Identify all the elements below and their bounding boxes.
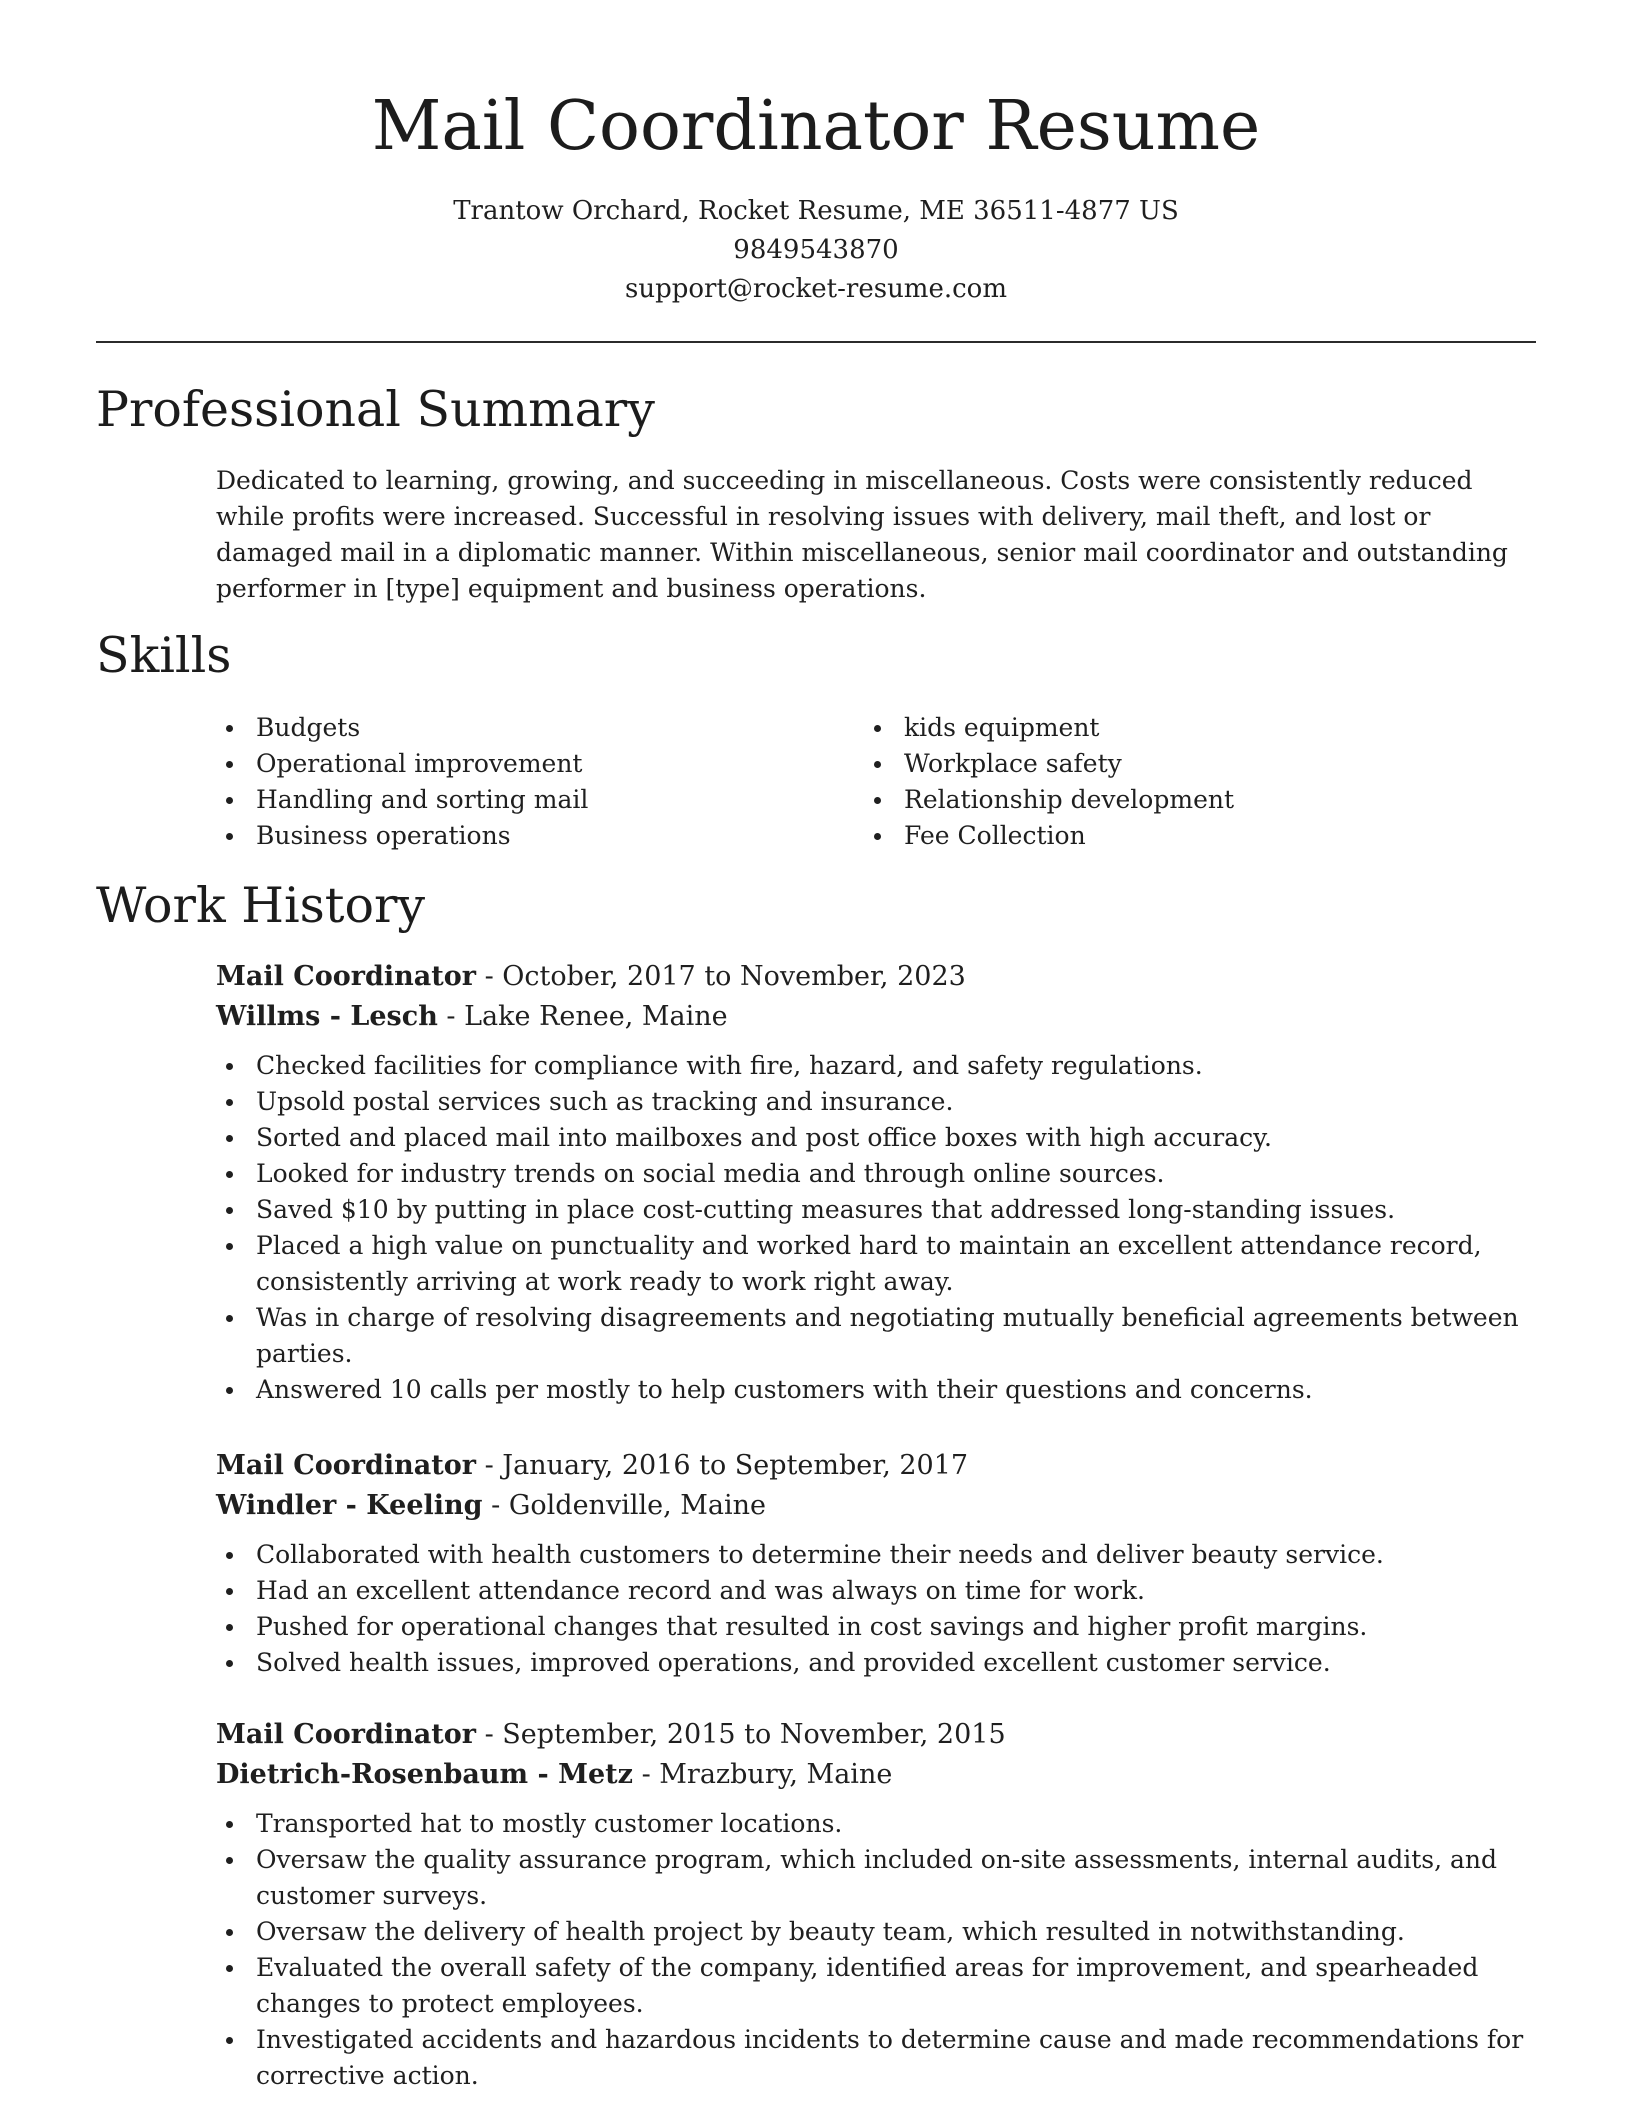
job-bullets — [212, 1806, 1552, 2094]
job-bullet: Evaluated the overall safety of the company, identified areas for improvement, and spearheaded changes to protect employees. — [212, 1950, 1552, 2022]
skills-heading: Skills — [96, 627, 232, 684]
job-bullet: Had an excellent attendance record and was always on time for work. — [212, 1573, 1552, 1609]
job-bullet: Upsold postal services such as tracking and insurance. — [212, 1084, 1552, 1120]
skill-item: Handling and sorting mail — [212, 782, 812, 818]
job-dates: - January, 2016 to September, 2017 — [476, 1450, 969, 1481]
job-bullet: Looked for industry trends on social media and through online sources. — [212, 1156, 1552, 1192]
job-bullet: Placed a high value on punctuality and worked hard to maintain an excellent attendance record, consistently arriving at work ready to work right away. — [212, 1228, 1552, 1300]
job-company: Dietrich-Rosenbaum - Metz — [216, 1759, 633, 1790]
job-location: - Lake Renee, Maine — [437, 1001, 728, 1032]
job-bullet: Pushed for operational changes that resulted in cost savings and higher profit margins. — [212, 1609, 1552, 1645]
job-bullet: Investigated accidents and hazardous incidents to determine cause and made recommendations for corrective action. — [212, 2022, 1552, 2094]
job-title-line — [216, 1715, 1546, 1755]
job-bullet: Saved $10 by putting in place cost-cutting measures that addressed long-standing issues. — [212, 1192, 1552, 1228]
job-location: - Mrazbury, Maine — [632, 1759, 893, 1790]
contact-phone: 9849543870 — [733, 235, 899, 265]
job-title: Mail Coordinator — [216, 961, 476, 992]
skills-list-right — [860, 710, 1460, 854]
skill-item: Relationship development — [860, 782, 1460, 818]
job-bullet: Solved health issues, improved operations, and provided excellent customer service. — [212, 1645, 1552, 1681]
job-dates: - October, 2017 to November, 2023 — [476, 961, 966, 992]
skill-item: Workplace safety — [860, 746, 1460, 782]
job-bullet: Checked facilities for compliance with fire, hazard, and safety regulations. — [212, 1048, 1552, 1084]
job-location: - Goldenville, Maine — [482, 1490, 766, 1521]
skill-item: Operational improvement — [212, 746, 812, 782]
job-company-line — [216, 1486, 1546, 1526]
skill-item: kids equipment — [860, 710, 1460, 746]
job-bullet: Collaborated with health customers to determine their needs and deliver beauty service. — [212, 1537, 1552, 1573]
job-bullet: Sorted and placed mail into mailboxes and post office boxes with high accuracy. — [212, 1120, 1552, 1156]
contact-info — [0, 192, 1632, 309]
job-bullet: Transported hat to mostly customer locations. — [212, 1806, 1552, 1842]
work-history-heading: Work History — [96, 877, 426, 934]
skill-item: Fee Collection — [860, 818, 1460, 854]
job-company: Willms - Lesch — [216, 1001, 438, 1032]
summary-text: Dedicated to learning, growing, and succeeding in miscellaneous. Costs were consistently reduced while profits were increased. Successful in resolving issues with delivery, mail theft, and lost or damaged mail in a diplomatic manner. Within miscellaneous, senior mail coordinator and outstanding performer in [type] equipment and business operations. — [216, 466, 1508, 603]
job-company: Windler - Keeling — [216, 1490, 483, 1521]
skills-list-left — [212, 710, 812, 854]
job-entry — [216, 1715, 1546, 2094]
job-dates: - September, 2015 to November, 2015 — [476, 1719, 1006, 1750]
job-title-line — [216, 1446, 1546, 1486]
job-bullet: Answered 10 calls per mostly to help customers with their questions and concerns. — [212, 1372, 1552, 1408]
job-bullet: Was in charge of resolving disagreements and negotiating mutually beneficial agreements between parties. — [212, 1300, 1552, 1372]
contact-address: Trantow Orchard, Rocket Resume, ME 36511-4877 US — [453, 196, 1179, 226]
job-company-line — [216, 1755, 1546, 1795]
skill-item: Budgets — [212, 710, 812, 746]
skill-item: Business operations — [212, 818, 812, 854]
job-company-line — [216, 997, 1546, 1037]
job-entry — [216, 957, 1546, 1408]
job-bullets — [212, 1537, 1552, 1681]
job-bullet: Oversaw the quality assurance program, which included on-site assessments, internal audits, and customer surveys. — [212, 1842, 1552, 1914]
job-bullet: Oversaw the delivery of health project by beauty team, which resulted in notwithstanding. — [212, 1914, 1552, 1950]
resume-title: Mail Coordinator Resume — [371, 87, 1261, 166]
job-entry — [216, 1446, 1546, 1681]
job-bullets — [212, 1048, 1552, 1408]
contact-email: support@rocket-resume.com — [624, 274, 1007, 304]
job-title-line — [216, 957, 1546, 997]
job-title: Mail Coordinator — [216, 1719, 476, 1750]
summary-heading: Professional Summary — [96, 381, 655, 438]
job-title: Mail Coordinator — [216, 1450, 476, 1481]
header-divider — [96, 341, 1536, 343]
